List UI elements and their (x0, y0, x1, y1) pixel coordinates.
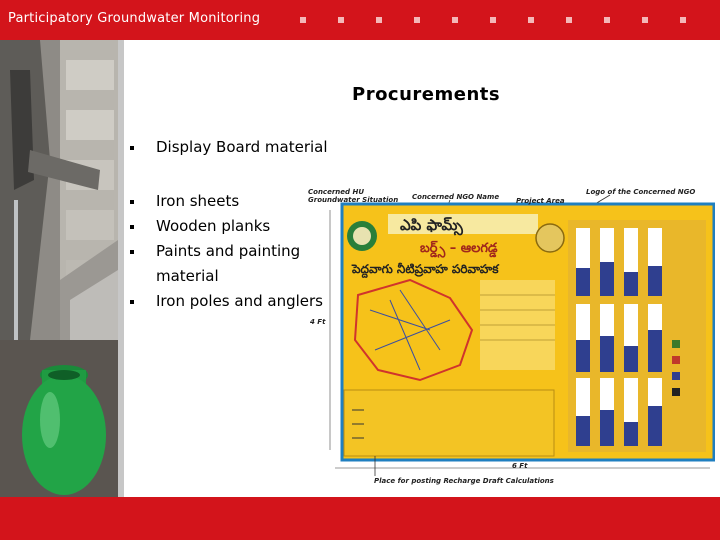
callout-project-area: Project Area (516, 197, 565, 205)
header-dot (642, 17, 648, 23)
header-dot (680, 17, 686, 23)
bullet-marker (130, 146, 134, 150)
bullet-marker (130, 300, 134, 304)
header-dot (528, 17, 534, 23)
display-board-illustration (300, 180, 715, 490)
slide-title: Procurements (352, 84, 501, 105)
bullet-marker (130, 225, 134, 229)
callout-hu-line1: Concerned HU (308, 188, 364, 196)
header-dot (338, 17, 344, 23)
bullet-marker (130, 200, 134, 204)
callout-ngo-name: Concerned NGO Name (412, 193, 500, 201)
handpump-photo (0, 40, 118, 497)
list-item-text: Wooden planks (156, 217, 271, 235)
header-dot (604, 17, 610, 23)
callout-ngo-logo: Logo of the Concerned NGO (586, 188, 696, 196)
handpump-illustration (0, 40, 118, 497)
bullet-marker (130, 250, 134, 254)
callout-hu-situation (308, 188, 398, 204)
svg-text:పెద్దవాగు నీటిప్రవాహ పరివాహక: పెద్దవాగు నీటిప్రవాహ పరివాహక (352, 262, 499, 276)
header-dot (376, 17, 382, 23)
header-dot (300, 17, 306, 23)
list-item-text: material (156, 267, 219, 285)
list-item-text: Iron sheets (156, 192, 240, 210)
header-dot (414, 17, 420, 23)
header-dot-row (300, 17, 710, 25)
callout-recharge: Place for posting Recharge Draft Calculations (374, 477, 554, 485)
callout-width: 6 Ft (512, 462, 528, 470)
callout-height: 4 Ft (310, 318, 326, 326)
list-item-text: Display Board material (156, 138, 328, 156)
photo-separator (118, 40, 124, 497)
list-item-text: Iron poles and anglers (156, 292, 323, 310)
header-dot (566, 17, 572, 23)
callout-hu-line2: Groundwater Situation (308, 196, 399, 204)
header-title: Participatory Groundwater Monitoring (8, 11, 261, 26)
header-dot (452, 17, 458, 23)
svg-text:బర్డ్స్ – ఆలగడ్డ: బర్డ్స్ – ఆలగడ్డ (420, 241, 498, 256)
footer-bar (0, 497, 720, 540)
header-bar (0, 0, 720, 40)
display-board-diagram (300, 180, 715, 490)
svg-text:ఎపి ఫామ్స్: ఎపి ఫామ్స్ (400, 216, 463, 234)
header-dot (490, 17, 496, 23)
list-item-text: Paints and painting (156, 242, 301, 260)
